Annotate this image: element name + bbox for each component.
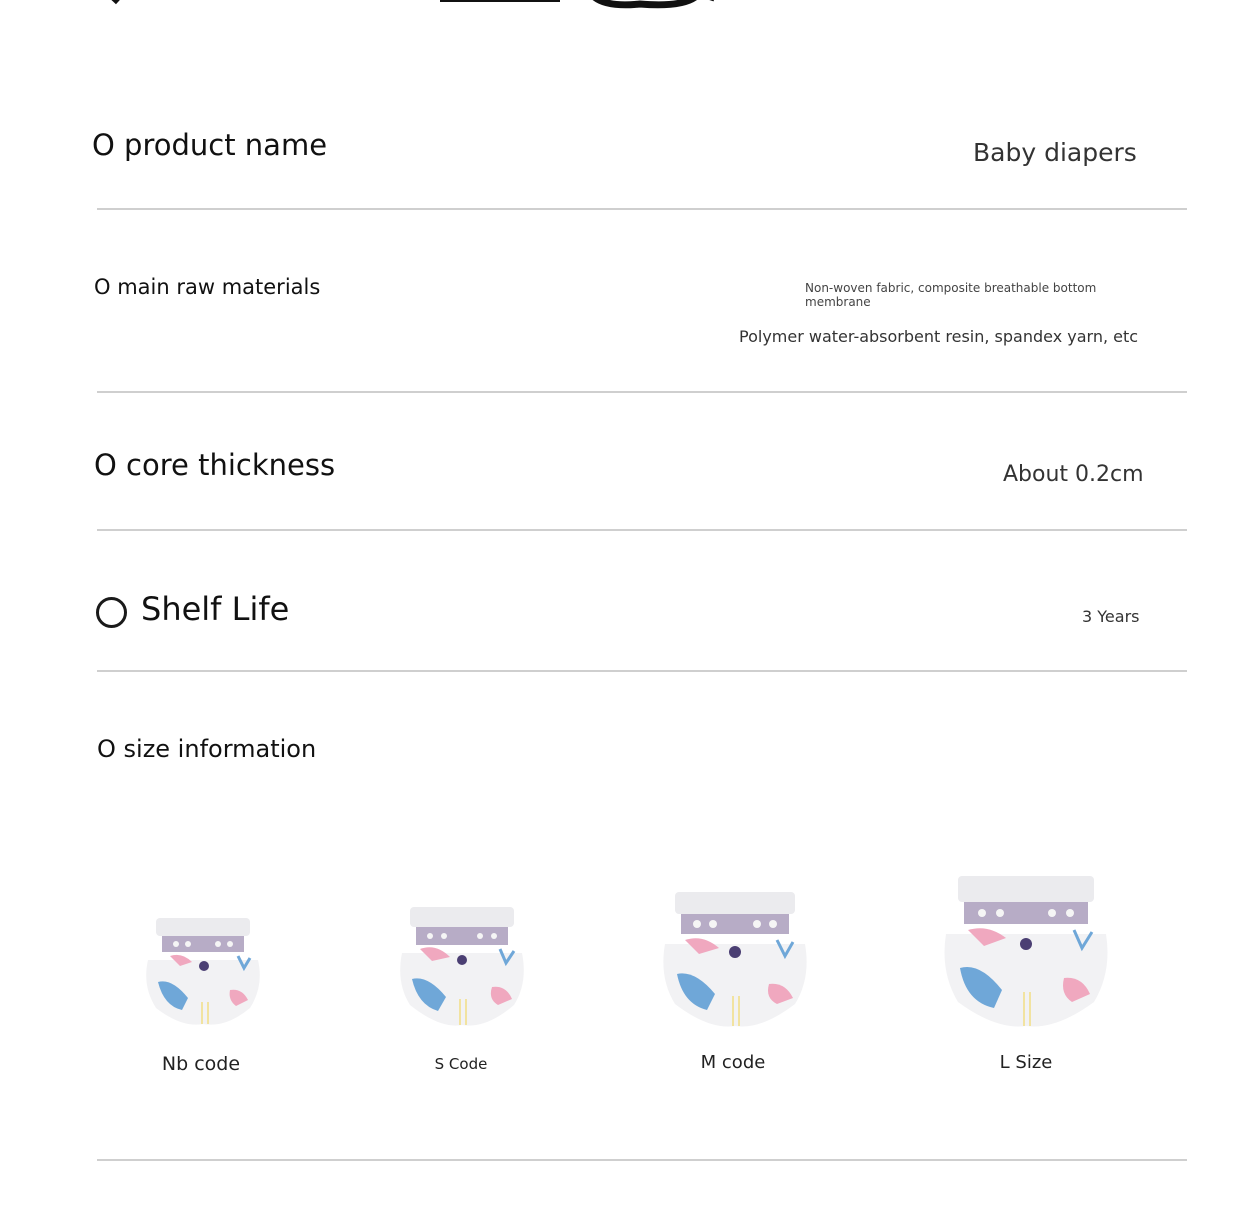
size-label-nb: Nb code (161, 1053, 241, 1075)
product-name-label: O product name (92, 128, 328, 162)
raw-materials-value: Polymer water-absorbent resin, spandex yarn, etc (739, 327, 1139, 346)
product-name-value: Baby diapers (973, 138, 1137, 167)
divider-3 (97, 529, 1187, 531)
divider-2 (97, 391, 1187, 393)
shelf-life-label: Shelf Life (141, 590, 290, 628)
core-thickness-label: O core thickness (94, 448, 336, 482)
raw-materials-label: O main raw materials (94, 275, 321, 299)
size-information-label: O size information (97, 735, 317, 763)
divider-1 (97, 208, 1187, 210)
size-label-l: L Size (999, 1052, 1053, 1073)
diaper-s-image (396, 905, 528, 1027)
size-label-s: S Code (434, 1055, 488, 1073)
bullet-circle-icon (96, 597, 127, 628)
divider-5 (97, 1159, 1187, 1161)
core-thickness-value: About 0.2cm (1003, 462, 1144, 487)
diaper-m-image (659, 890, 811, 1028)
diaper-l-image (940, 874, 1112, 1028)
raw-materials-value-line1: Non-woven fabric, composite breathable bottom (805, 281, 1097, 295)
size-label-m: M code (700, 1052, 766, 1073)
shelf-life-value: 3 Years (1082, 607, 1140, 626)
raw-materials-value-line2: membrane (805, 295, 871, 309)
cropped-heading-fragment (0, 0, 1240, 16)
diaper-nb-image (142, 916, 264, 1026)
divider-4 (97, 670, 1187, 672)
